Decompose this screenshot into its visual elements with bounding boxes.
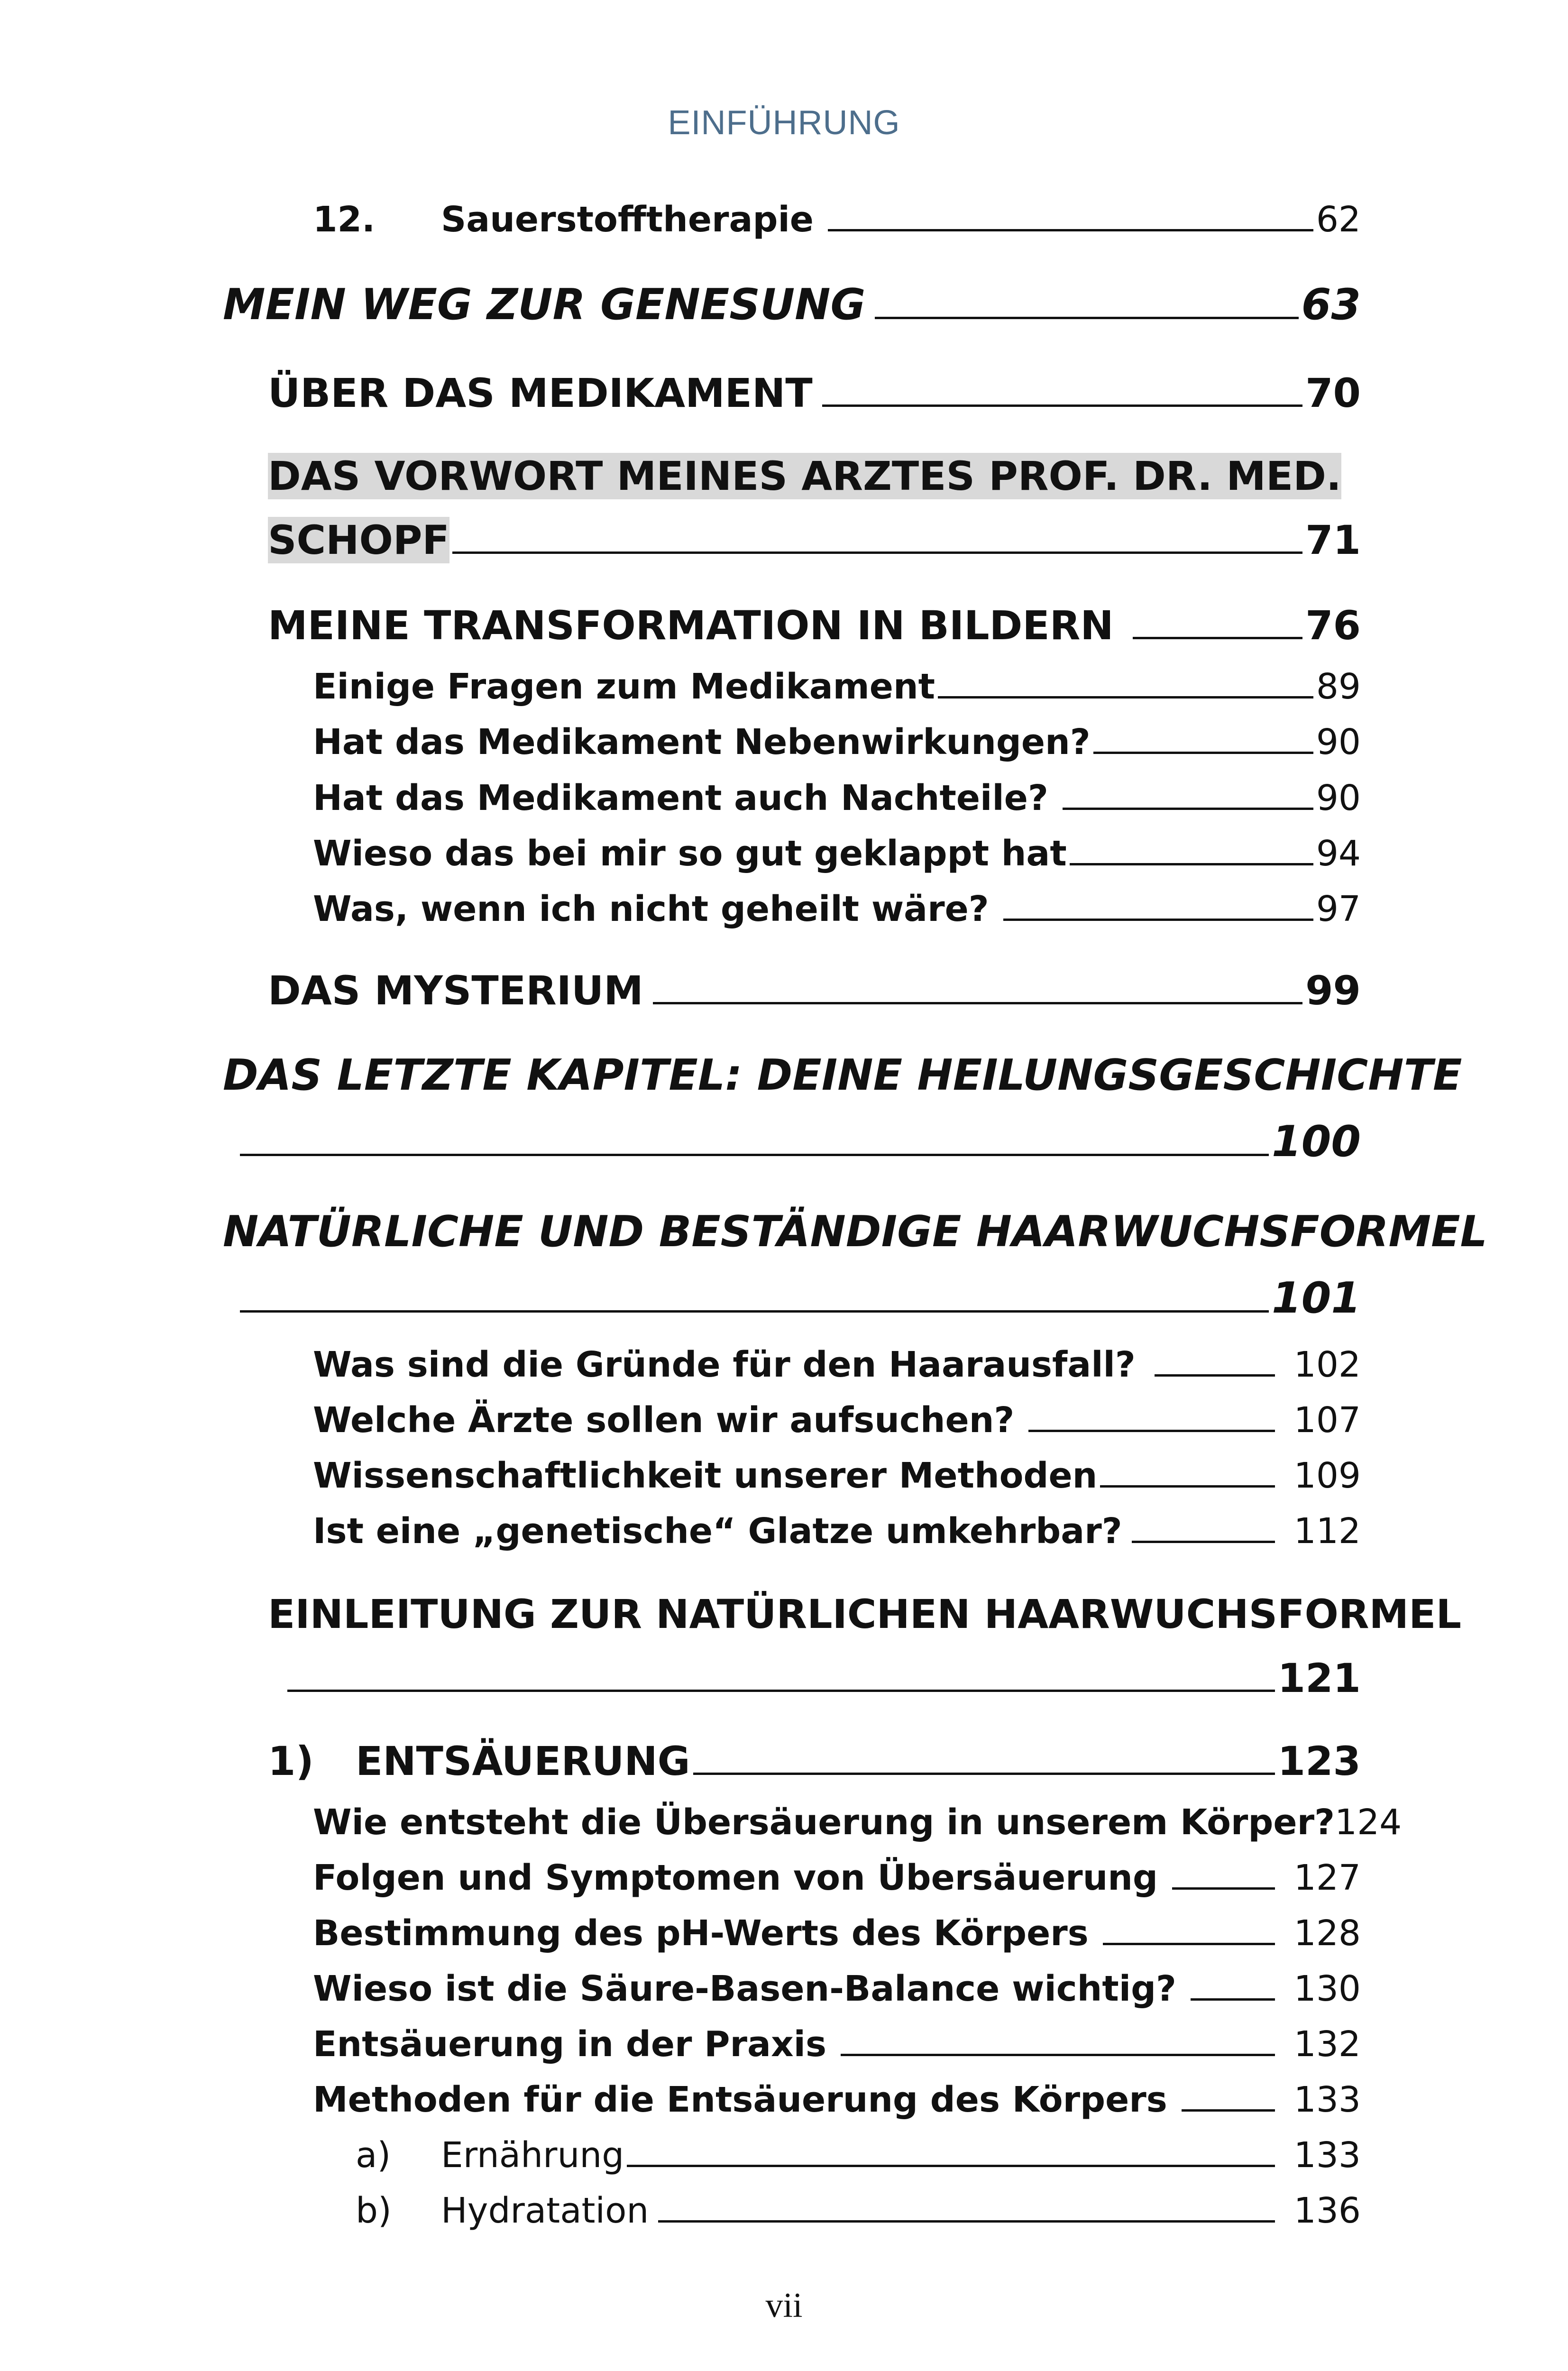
toc-page-number: 89	[1316, 666, 1361, 707]
toc-entry-label: Wie entsteht die Übersäuerung in unserem Körper?	[313, 1802, 1335, 1843]
toc-entry-label: DAS LETZTE KAPITEL: DEINE HEILUNGSGESCHICHTE	[223, 1050, 1462, 1100]
toc-page-number: 71	[1305, 517, 1361, 563]
toc-entry-einige-fragen[interactable]	[313, 666, 1361, 707]
toc-entry-label: MEINE TRANSFORMATION IN BILDERN	[268, 602, 1114, 649]
toc-entry-vorwort-line2[interactable]	[268, 517, 1361, 563]
toc-entry-label: Wissenschaftlichkeit unserer Methoden	[313, 1455, 1098, 1496]
toc-page-number: 76	[1305, 602, 1361, 649]
toc-entry-label: Ist eine „genetische“ Glatze umkehrbar?	[313, 1511, 1122, 1552]
toc-leader-line	[1028, 1430, 1275, 1432]
toc-entry-label: ÜBER DAS MEDIKAMENT	[268, 370, 813, 416]
toc-leader-line	[1172, 1887, 1275, 1890]
toc-page-number: 99	[1305, 967, 1361, 1014]
toc-leader-line	[1093, 752, 1313, 754]
toc-page-number: 62	[1316, 199, 1361, 240]
toc-entry-uebersaeuerung-entsteht[interactable]	[313, 1802, 1402, 1843]
toc-page-number: 94	[1316, 833, 1361, 874]
toc-entry-label: Was sind die Gründe für den Haarausfall?	[313, 1344, 1136, 1385]
toc-entry-letzte-kapitel-line1[interactable]	[223, 1050, 1462, 1100]
toc-page-number: 107	[1293, 1400, 1361, 1441]
toc-leader-line	[1100, 1485, 1275, 1488]
toc-leader-line	[1155, 1374, 1275, 1377]
toc-entry-folgen-symptomen[interactable]	[313, 1857, 1361, 1898]
toc-entry-aerzte-aufsuchen[interactable]	[313, 1400, 1361, 1441]
toc-entry-ernaehrung[interactable]	[356, 2135, 1361, 2176]
toc-entry-ph-wert[interactable]	[313, 1913, 1361, 1954]
toc-page-number: 109	[1293, 1455, 1361, 1496]
toc-page-number: 133	[1293, 2079, 1361, 2120]
toc-entry-haarwuchsformel-line1[interactable]	[223, 1207, 1487, 1257]
toc-entry-label: Welche Ärzte sollen wir aufsuchen?	[313, 1400, 1015, 1441]
toc-entry-sauerstofftherapie[interactable]	[313, 199, 1361, 240]
toc-entry-label: Folgen und Symptomen von Übersäuerung	[313, 1857, 1158, 1898]
toc-entry-saeure-basen[interactable]	[313, 1968, 1361, 2009]
toc-leader-line	[841, 2054, 1275, 2056]
toc-entry-mein-weg[interactable]	[223, 280, 1361, 330]
toc-entry-label: NATÜRLICHE UND BESTÄNDIGE HAARWUCHSFORMEL	[223, 1207, 1487, 1257]
toc-entry-label: Wieso ist die Säure-Basen-Balance wichtig?	[313, 1968, 1176, 2009]
toc-page-number: 136	[1293, 2190, 1361, 2231]
toc-leader-line	[658, 2220, 1275, 2223]
toc-entry-label: Hydratation	[441, 2190, 649, 2231]
toc-entry-meine-transformation[interactable]	[268, 602, 1361, 649]
toc-page-number: 128	[1293, 1913, 1361, 1954]
toc-entry-number: 12.	[313, 199, 376, 240]
toc-entry-label-line2: SCHOPF	[268, 517, 449, 563]
toc-entry-label: Methoden für die Entsäuerung des Körpers	[313, 2079, 1167, 2120]
toc-entry-mysterium[interactable]	[268, 967, 1361, 1014]
toc-entry-label: Hat das Medikament auch Nachteile?	[313, 778, 1048, 818]
toc-page-number: 63	[1301, 280, 1361, 330]
toc-page-number: 100	[1272, 1117, 1361, 1167]
toc-entry-haarwuchsformel-line2[interactable]	[237, 1273, 1361, 1323]
toc-entry-number: a)	[356, 2135, 391, 2176]
toc-entry-label: MEIN WEG ZUR GENESUNG	[223, 280, 866, 330]
toc-entry-entsaeuerung-praxis[interactable]	[313, 2024, 1361, 2065]
toc-leader-line	[1191, 1998, 1275, 2001]
toc-leader-line	[1103, 1943, 1275, 1945]
toc-entry-number: b)	[356, 2190, 392, 2231]
toc-leader-line	[1132, 1541, 1275, 1543]
toc-leader-line	[693, 1773, 1275, 1775]
toc-entry-label-line1: DAS VORWORT MEINES ARZTES PROF. DR. MED.	[268, 453, 1341, 499]
toc-page-number: 102	[1293, 1344, 1361, 1385]
toc-leader-line	[287, 1690, 1275, 1692]
toc-entry-entsaeuerung[interactable]	[268, 1738, 1361, 1784]
toc-leader-line	[822, 404, 1302, 407]
toc-entry-gut-geklappt[interactable]	[313, 833, 1361, 874]
toc-entry-nachteile[interactable]	[313, 778, 1361, 818]
toc-entry-label: Sauerstofftherapie	[441, 199, 814, 240]
toc-entry-hydratation[interactable]	[356, 2190, 1361, 2231]
toc-entry-methoden-entsaeuerung[interactable]	[313, 2079, 1361, 2120]
toc-entry-gruende-haarausfall[interactable]	[313, 1344, 1361, 1385]
toc-page-number: 124	[1335, 1802, 1402, 1843]
toc-entry-label: Hat das Medikament Nebenwirkungen?	[313, 722, 1091, 763]
toc-leader-line	[240, 1310, 1269, 1313]
toc-leader-line	[627, 2165, 1275, 2167]
toc-page-number: 90	[1316, 778, 1361, 818]
toc-leader-line	[1182, 2109, 1275, 2112]
toc-leader-line	[1070, 863, 1313, 865]
toc-entry-nebenwirkungen[interactable]	[313, 722, 1361, 763]
toc-page-number: 97	[1316, 889, 1361, 929]
toc-leader-line	[828, 229, 1313, 231]
toc-leader-line	[875, 317, 1298, 319]
toc-leader-line	[1133, 637, 1302, 639]
toc-page-number: 132	[1293, 2024, 1361, 2065]
running-header: EINFÜHRUNG	[668, 104, 900, 142]
toc-page-number: 127	[1293, 1857, 1361, 1898]
toc-entry-label: Was, wenn ich nicht geheilt wäre?	[313, 889, 989, 929]
toc-entry-label: ENTSÄUERUNG	[356, 1738, 690, 1784]
toc-page-number: 90	[1316, 722, 1361, 763]
toc-page-number: 112	[1293, 1511, 1361, 1552]
toc-entry-ueber-das-medikament[interactable]	[268, 370, 1361, 416]
toc-entry-label: Bestimmung des pH-Werts des Körpers	[313, 1913, 1089, 1954]
toc-entry-wissenschaftlichkeit[interactable]	[313, 1455, 1361, 1496]
toc-leader-line	[653, 1002, 1302, 1004]
toc-entry-label: Entsäuerung in der Praxis	[313, 2024, 827, 2065]
toc-page-number: 130	[1293, 1968, 1361, 2009]
toc-entry-number: 1)	[268, 1738, 314, 1784]
toc-leader-line	[938, 696, 1313, 698]
toc-entry-letzte-kapitel-line2[interactable]	[237, 1117, 1361, 1167]
toc-entry-label: Ernährung	[441, 2135, 624, 2176]
toc-entry-einleitung-line1[interactable]	[268, 1591, 1462, 1637]
toc-page-number: 133	[1293, 2135, 1361, 2176]
toc-entry-nicht-geheilt[interactable]	[313, 889, 1361, 929]
toc-entry-label: Einige Fragen zum Medikament	[313, 666, 935, 707]
toc-page-number: 123	[1277, 1738, 1361, 1784]
toc-leader-line	[1003, 919, 1313, 921]
page-number-footer: vii	[765, 2286, 803, 2325]
toc-entry-vorwort-line1[interactable]	[268, 453, 1361, 499]
toc-page-number: 121	[1277, 1655, 1361, 1701]
toc-leader-line	[240, 1154, 1269, 1156]
toc-entry-einleitung-line2[interactable]	[284, 1655, 1361, 1701]
toc-leader-line	[452, 551, 1302, 554]
toc-entry-label: Wieso das bei mir so gut geklappt hat	[313, 833, 1067, 874]
toc-entry-label: DAS MYSTERIUM	[268, 967, 643, 1014]
toc-page-number: 101	[1272, 1273, 1361, 1323]
toc-leader-line	[1063, 808, 1313, 810]
toc-entry-label: EINLEITUNG ZUR NATÜRLICHEN HAARWUCHSFORMEL	[268, 1591, 1462, 1637]
toc-entry-genetische-glatze[interactable]	[313, 1511, 1361, 1552]
toc-page-number: 70	[1305, 370, 1361, 416]
